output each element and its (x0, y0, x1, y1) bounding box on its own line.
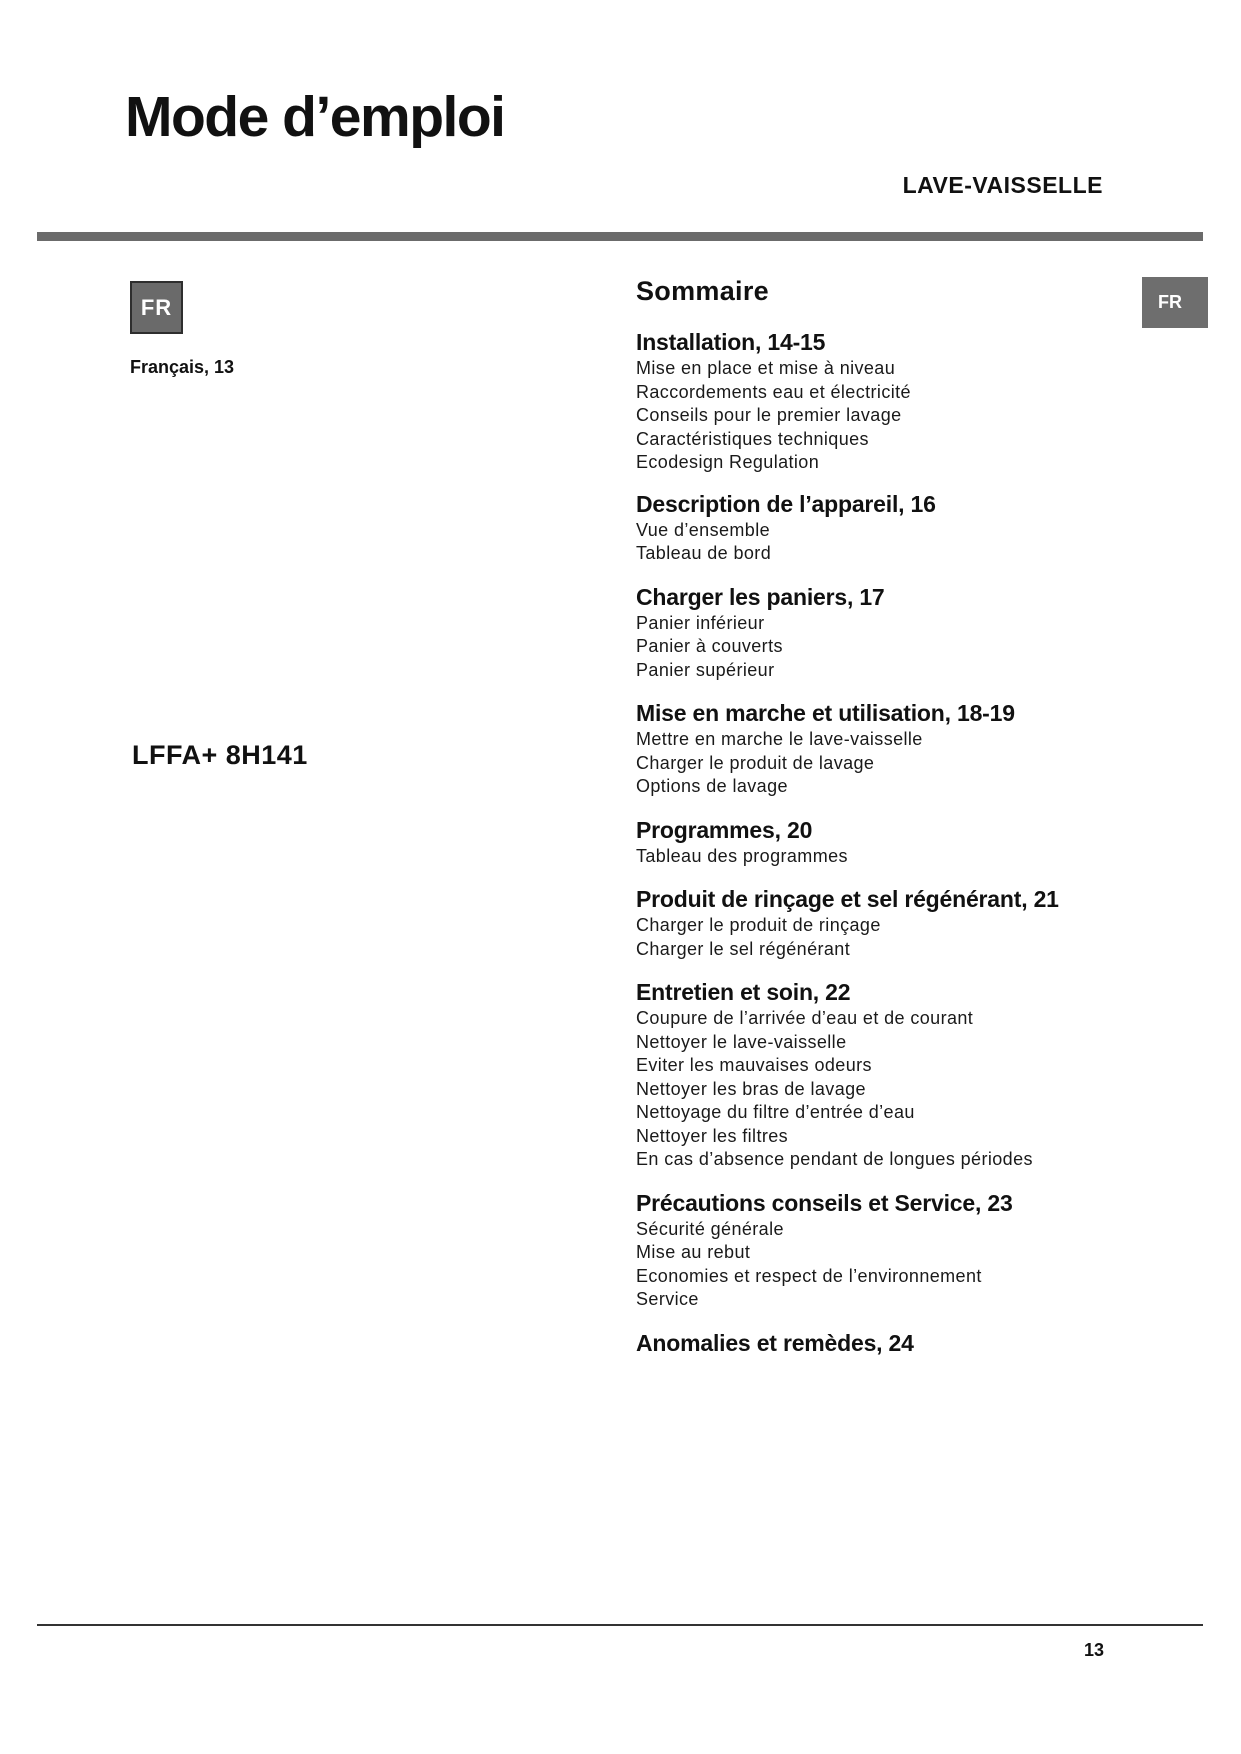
toc-section (636, 327, 1196, 475)
toc-item: Service (636, 1289, 699, 1309)
toc-section-heading: Anomalies et remèdes, 24 (636, 1329, 914, 1356)
toc-item: Panier à couverts (636, 636, 783, 656)
toc-section (636, 977, 1196, 1172)
toc-item: Sécurité générale (636, 1218, 784, 1239)
toc-section-heading: Produit de rinçage et sel régénérant, 21 (636, 886, 1059, 912)
toc-item: Economies et respect de l’environnement (636, 1265, 982, 1286)
toc-item: Nettoyer les filtres (636, 1125, 789, 1146)
language-page-reference: Français, 13 (130, 357, 235, 377)
toc-title: Sommaire (636, 276, 769, 306)
language-badge: FR (130, 281, 183, 334)
toc-section-heading: Programmes, 20 (636, 816, 813, 843)
toc-section (636, 884, 1196, 961)
toc-section-heading: Précautions conseils et Service, 23 (636, 1189, 1013, 1216)
toc-item: Caractéristiques techniques (636, 428, 869, 449)
toc-item: Vue d’ensemble (636, 519, 771, 540)
toc-item: Coupure de l’arrivée d’eau et de courant (636, 1008, 974, 1028)
toc-item: Eviter les mauvaises odeurs (636, 1055, 872, 1075)
toc-item: Nettoyage du filtre d’entrée d’eau (636, 1102, 915, 1122)
toc-item: Charger le produit de rinçage (636, 915, 881, 935)
toc-item: Panier supérieur (636, 659, 775, 680)
toc-section (636, 1188, 1196, 1312)
top-divider (37, 232, 1203, 241)
toc-section-heading: Mise en marche et utilisation, 18-19 (636, 700, 1015, 726)
model-number: LFFA+ 8H141 (132, 740, 308, 770)
language-side-tab: FR (1142, 277, 1208, 328)
toc-item: Mettre en marche le lave-vaisselle (636, 729, 923, 749)
table-of-contents (636, 276, 1196, 1358)
toc-item: Mise en place et mise à niveau (636, 358, 896, 378)
toc-section-heading: Charger les paniers, 17 (636, 583, 885, 610)
toc-section (636, 582, 1196, 683)
page-number: 13 (1084, 1640, 1105, 1660)
toc-item: Nettoyer les bras de lavage (636, 1078, 866, 1099)
page-title: Mode d’emploi (125, 85, 505, 149)
toc-item: Charger le produit de lavage (636, 752, 875, 773)
toc-section (636, 1328, 1196, 1358)
toc-item: Charger le sel régénérant (636, 938, 851, 959)
toc-item: Conseils pour le premier lavage (636, 405, 902, 425)
toc-section (636, 815, 1196, 869)
toc-item: Raccordements eau et électricité (636, 381, 911, 402)
toc-item: Tableau des programmes (636, 845, 848, 866)
toc-section (636, 698, 1196, 799)
toc-item: Mise au rebut (636, 1242, 751, 1262)
toc-item: Nettoyer le lave-vaisselle (636, 1031, 847, 1052)
toc-section (636, 489, 1196, 566)
document-subtitle: LAVE-VAISSELLE (902, 172, 1103, 198)
toc-section-heading: Entretien et soin, 22 (636, 979, 851, 1005)
toc-section-heading: Installation, 14-15 (636, 329, 826, 355)
bottom-divider (37, 1624, 1203, 1626)
toc-item: Ecodesign Regulation (636, 452, 820, 472)
toc-sections (636, 327, 1196, 1358)
toc-item: En cas d’absence pendant de longues périodes (636, 1149, 1033, 1169)
toc-item: Tableau de bord (636, 543, 772, 563)
toc-item: Options de lavage (636, 776, 788, 796)
toc-item: Panier inférieur (636, 612, 765, 633)
toc-section-heading: Description de l’appareil, 16 (636, 490, 936, 517)
